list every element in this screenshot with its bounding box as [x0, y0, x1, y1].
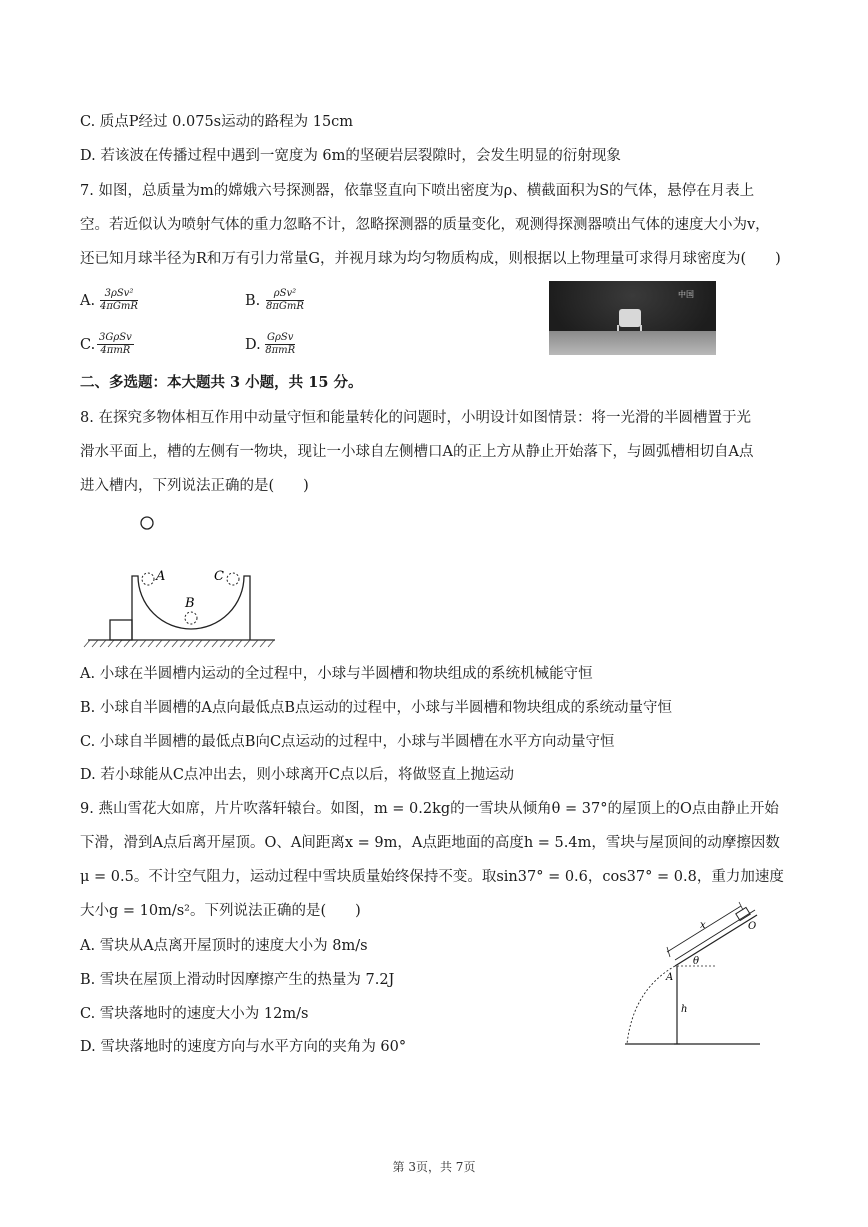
q9-option-c: C. 雪块落地时的速度大小为 12m/s	[80, 1006, 309, 1022]
label-a: A	[666, 972, 674, 983]
label-b: B	[185, 596, 195, 611]
q8-stem-3: 进入槽内，下列说法正确的是( )	[80, 478, 309, 494]
q7-stem-3: 还已知月球半径为R和万有引力常量G，并视月球为均匀物质构成，则根据以上物理量可求得月球密度为( )	[80, 251, 781, 267]
photo-watermark: 中国	[678, 290, 694, 299]
q9-stem-1: 9. 燕山雪花大如席，片片吹落轩辕台。如图，m = 0.2kg的一雪块从倾角θ = 37°的屋顶上的O点由静止开始	[80, 801, 779, 817]
q8-option-d: D. 若小球能从C点冲出去，则小球离开C点以后，将做竖直上抛运动	[80, 767, 515, 783]
q9-diagram	[615, 900, 765, 1050]
q7-stem-2: 空。若近似认为喷射气体的重力忽略不计，忽略探测器的质量变化，观测得探测器喷出气体的速度大小为v，	[80, 217, 770, 233]
line-c-path: C. 质点P经过 0.075s运动的路程为 15cm	[80, 114, 354, 130]
label-x: x	[700, 920, 706, 931]
q9-option-d: D. 雪块落地时的速度方向与水平方向的夹角为 60°	[80, 1039, 407, 1055]
label-o: O	[748, 921, 757, 932]
q9-option-a: A. 雪块从A点离开屋顶时的速度大小为 8m/s	[80, 938, 368, 954]
label-h: h	[681, 1004, 688, 1015]
q9-stem-3: μ = 0.5。不计空气阻力，运动过程中雪块质量始终保持不变。取sin37° = 0.6，cos37° = 0.8，重力加速度	[80, 869, 784, 885]
label-a: A	[156, 569, 166, 584]
q8-diagram	[80, 510, 280, 650]
page-footer: 第 3页，共 7页	[392, 1160, 476, 1174]
q8-option-b: B. 小球自半圆槽的A点向最低点B点运动的过程中，小球与半圆槽和物块组成的系统动量守恒	[80, 700, 672, 716]
section-multi-choice-heading: 二、多选题：本大题共 3 小题，共 15 分。	[80, 374, 363, 391]
label-theta: θ	[693, 956, 700, 967]
q8-option-c: C. 小球自半圆槽的最低点B向C点运动的过程中，小球与半圆槽在水平方向动量守恒	[80, 734, 615, 750]
label-c: C	[214, 569, 224, 584]
q9-stem-4: 大小g = 10m/s²。下列说法正确的是( )	[80, 903, 361, 919]
q8-option-a: A. 小球在半圆槽内运动的全过程中，小球与半圆槽和物块组成的系统机械能守恒	[80, 666, 593, 682]
q8-stem-2: 滑水平面上，槽的左侧有一物块，现让一小球自左侧槽口A的正上方从静止开始落下，与圆弧槽相切自A点	[80, 444, 754, 460]
lander-photo	[549, 281, 716, 355]
q9-option-b: B. 雪块在屋顶上滑动时因摩擦产生的热量为 7.2J	[80, 972, 395, 988]
q9-stem-2: 下滑，滑到A点后离开屋顶。O、A间距离x = 9m，A点距地面的高度h = 5.4m，雪块与屋顶间的动摩擦因数	[80, 835, 780, 851]
q7-stem-1: 7. 如图，总质量为m的嫦娥六号探测器，依靠竖直向下喷出密度为ρ、横截面积为S的气体，悬停在月表上	[80, 183, 755, 199]
line-d-diffraction: D. 若该波在传播过程中遇到一宽度为 6m的坚硬岩层裂隙时，会发生明显的衍射现象	[80, 148, 621, 164]
q8-stem-1: 8. 在探究多物体相互作用中动量守恒和能量转化的问题时，小明设计如图情景：将一光滑的半圆槽置于光	[80, 410, 751, 426]
